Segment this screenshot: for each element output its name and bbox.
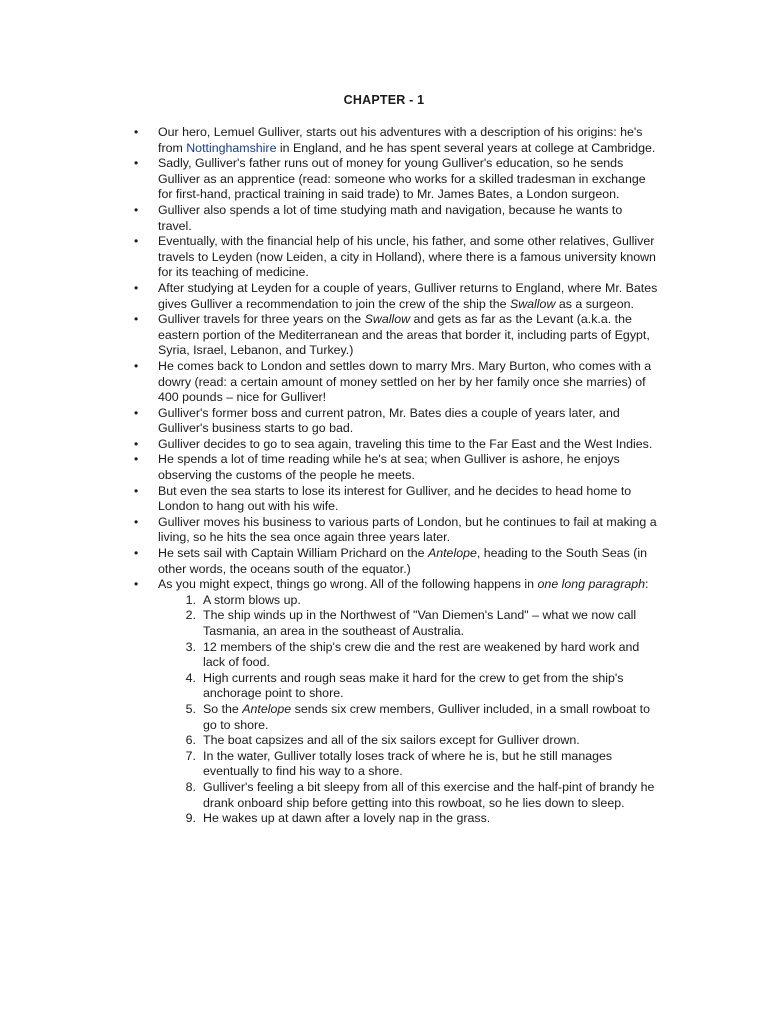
bullet-text: Gulliver moves his business to various parts of London, but he continues to fail at making a living, so he hits the sea once again three years later.	[158, 514, 657, 545]
bullet-item	[134, 234, 658, 281]
item-text: So the	[203, 701, 243, 716]
bullet-item	[134, 280, 658, 312]
numbered-item	[158, 671, 658, 702]
bullet-text: He comes back to London and settles down to marry Mrs. Mary Burton, who comes with a dowry (read: a certain amount of money settled on her by her family once she marries) of 400 pounds – nice for Gulliver!	[158, 358, 652, 405]
bullet-icon: •	[134, 577, 139, 592]
bullet-text: But even the sea starts to lose its interest for Gulliver, and he decides to head home to London to hang out with his wife.	[158, 483, 632, 514]
item-text: In the water, Gulliver totally loses track of where he is, but he still manages eventually to find his way to a shore.	[203, 748, 613, 779]
bullet-text: and gets as far as the Levant (a.k.a. the eastern portion of the Mediterranean and the areas that border it, including parts of Egypt, Syria, Israel, Lebanon, and Turkey.)	[158, 312, 650, 358]
chapter-title: CHAPTER - 1	[343, 93, 425, 107]
bullet-icon: •	[134, 125, 139, 139]
summary-bullet-list	[134, 125, 658, 827]
bullet-text: Gulliver travels for three years on the	[158, 312, 365, 327]
bullet-icon: •	[134, 312, 139, 327]
numbered-item	[158, 593, 658, 609]
bullet-text: :	[645, 577, 649, 592]
bullet-icon: •	[134, 514, 139, 529]
bullet-item	[134, 436, 658, 453]
item-number: 1.	[185, 592, 196, 607]
bullet-item	[134, 202, 658, 234]
bullet-text: After studying at Leyden for a couple of years, Gulliver returns to England, where Mr. Bates gives Gulliver a recommendation to join the crew of the ship the	[158, 280, 658, 311]
bullet-text: Gulliver decides to go to sea again, traveling this time to the Far East and the West Indies.	[158, 436, 653, 451]
bullet-icon: •	[134, 358, 139, 373]
numbered-item	[158, 811, 658, 827]
bullet-icon: •	[134, 483, 139, 498]
item-text: 12 members of the ship's crew die and the rest are weakened by hard work and lack of food.	[203, 639, 640, 670]
bullet-item	[134, 546, 658, 577]
bullet-icon: •	[134, 546, 139, 561]
bullet-item	[134, 312, 658, 359]
bullet-text: , heading to the South Seas (in other words, the oceans south of the equator.)	[158, 546, 648, 576]
bullet-item	[134, 483, 658, 515]
bullet-text: Gulliver's former boss and current patron, Mr. Bates dies a couple of years later, and Gulliver's business starts to go bad.	[158, 405, 620, 436]
numbered-item	[158, 733, 658, 749]
numbered-item	[158, 608, 658, 639]
bullet-text: Sadly, Gulliver's father runs out of money for young Gulliver's education, so he sends Gulliver as an apprentice (read: someone who works for a skilled tradesman in exchange for first-hand, practical training in said trade) to Mr. James Bates, a London surgeon.	[158, 156, 646, 202]
item-number: 7.	[185, 748, 196, 763]
bullet-item	[134, 452, 658, 483]
bullet-text: in England, and he has spent several years at college at Cambridge.	[276, 140, 656, 155]
numbered-item	[158, 780, 658, 811]
bullet-item	[134, 156, 658, 203]
bullet-item	[134, 125, 658, 156]
item-number: 8.	[185, 779, 196, 794]
item-number: 4.	[185, 670, 196, 685]
numbered-item	[158, 749, 658, 780]
bullet-item	[134, 577, 658, 827]
item-number: 2.	[185, 608, 196, 623]
item-text: The ship winds up in the Northwest of "Van Diemen's Land" – what we now call Tasmania, an area in the southeast of Australia.	[203, 608, 637, 638]
bullet-text: Eventually, with the financial help of his uncle, his father, and some other relatives, Gulliver travels to Leyden (now Leiden, a city in Holland), where there is a famous university known for its teaching of medicine.	[158, 234, 656, 280]
nottinghamshire-link[interactable]: Nottinghamshire	[186, 140, 277, 155]
numbered-item	[158, 640, 658, 671]
bullet-icon: •	[134, 234, 139, 249]
ship-name-italic: Swallow	[364, 312, 411, 327]
item-text: A storm blows up.	[203, 592, 301, 607]
item-text: The boat capsizes and all of the six sailors except for Gulliver drown.	[203, 733, 580, 748]
ship-name-italic: Antelope	[427, 546, 477, 561]
ship-name-italic: Swallow	[509, 296, 556, 311]
bullet-icon: •	[134, 436, 139, 451]
item-text: He wakes up at dawn after a lovely nap in the grass.	[203, 811, 491, 826]
bullet-item	[134, 405, 658, 437]
bullet-text: Our hero, Lemuel Gulliver, starts out his adventures with a description of his origins: he's from	[158, 125, 643, 155]
emphasis-italic: one long paragraph	[537, 577, 646, 592]
bullet-icon: •	[134, 202, 139, 217]
item-text: sends six crew members, Gulliver included, in a small rowboat to go to shore.	[203, 701, 650, 732]
bullet-text: As you might expect, things go wrong. All of the following happens in	[158, 577, 538, 592]
item-text: High currents and rough seas make it hard for the crew to get from the ship's anchorage point to shore.	[203, 670, 624, 701]
item-number: 9.	[185, 811, 196, 826]
item-number: 3.	[185, 639, 196, 654]
bullet-icon: •	[134, 405, 139, 420]
bullet-item	[134, 514, 658, 546]
item-number: 5.	[185, 701, 196, 716]
bullet-text: as a surgeon.	[555, 296, 634, 311]
bullet-text: He spends a lot of time reading while he's at sea; when Gulliver is ashore, he enjoys observing the customs of the people he meets.	[158, 452, 620, 483]
ship-name-italic: Antelope	[242, 701, 292, 716]
bullet-icon: •	[134, 280, 139, 295]
bullet-text: Gulliver also spends a lot of time studying math and navigation, because he wants to travel.	[158, 202, 623, 233]
bullet-icon: •	[134, 452, 139, 467]
item-text: Gulliver's feeling a bit sleepy from all of this exercise and the half-pint of brandy he drank onboard ship before getting into this rowboat, so he lies down to sleep.	[203, 779, 655, 810]
numbered-item	[158, 702, 658, 733]
item-number: 6.	[185, 733, 196, 748]
bullet-item	[134, 358, 658, 406]
bullet-text: He sets sail with Captain William Prichard on the	[158, 546, 428, 561]
bullet-icon: •	[134, 156, 139, 171]
events-numbered-list	[158, 593, 658, 827]
